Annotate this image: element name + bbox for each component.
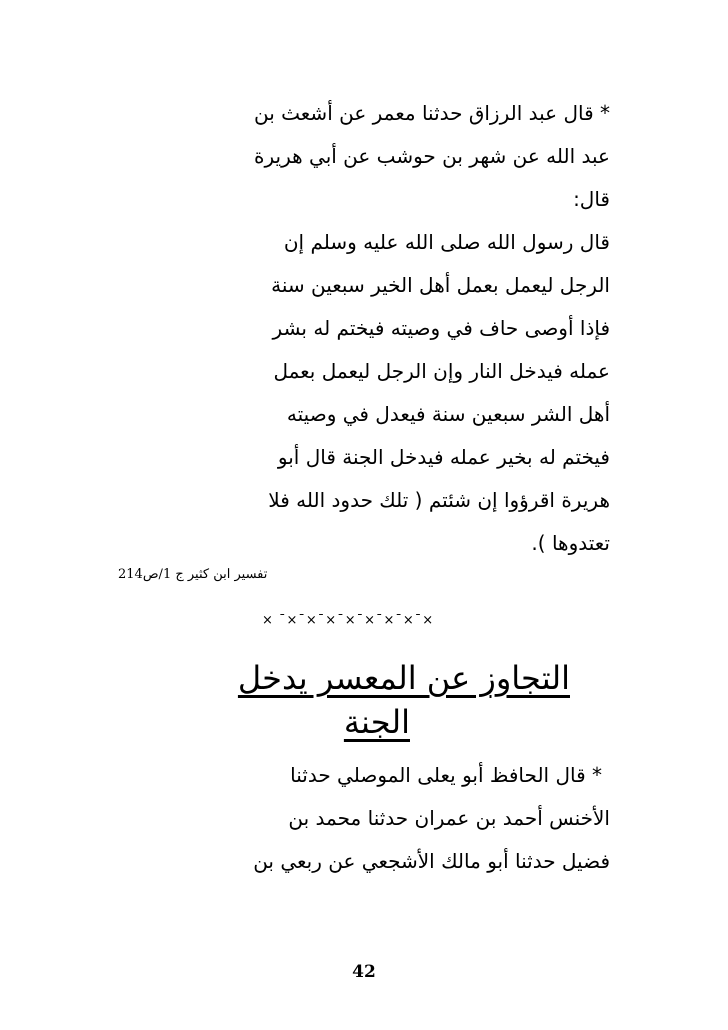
text-line: فيختم له بخير عمله فيدخل الجنة قال أبو <box>277 445 610 469</box>
text-line: الرجل ليعمل بعمل أهل الخير سبعين سنة <box>271 273 610 297</box>
text-line: قال رسول الله صلى الله عليه وسلم إن <box>283 230 610 254</box>
section-heading-line-2: الجنة <box>343 703 410 741</box>
text-line: عمله فيدخل النار وإن الرجل ليعمل بعمل <box>273 359 610 383</box>
section-heading-line-1: التجاوز عن المعسر يدخل <box>237 659 570 697</box>
text-line: أهل الشر سبعين سنة فيعدل في وصيته <box>286 402 610 426</box>
text-line: قال: <box>573 187 610 211</box>
text-line: تعتدوها ). <box>531 531 610 555</box>
text-line: الأخنس أحمد بن عمران حدثنا محمد بن <box>288 806 610 830</box>
page-number: 42 <box>352 962 376 982</box>
section-separator: × ˉ×ˉ×ˉ×ˉ×ˉ×ˉ×ˉ×ˉ× <box>262 613 435 628</box>
text-line: هريرة اقرؤوا إن شئتم ( تلك حدود الله فلا <box>268 488 610 512</box>
text-line: * قال الحافظ أبو يعلى الموصلي حدثنا <box>290 763 602 787</box>
text-line: عبد الله عن شهر بن حوشب عن أبي هريرة <box>254 144 610 168</box>
text-line: فضيل حدثنا أبو مالك الأشجعي عن ربعي بن <box>253 849 610 873</box>
text-line: * قال عبد الرزاق حدثنا معمر عن أشعث بن <box>254 101 610 125</box>
text-line: فإذا أوصى حاف في وصيته فيختم له بشر <box>272 316 610 340</box>
source-reference: تفسير ابن كثير ج 1/ص214 <box>118 567 268 582</box>
